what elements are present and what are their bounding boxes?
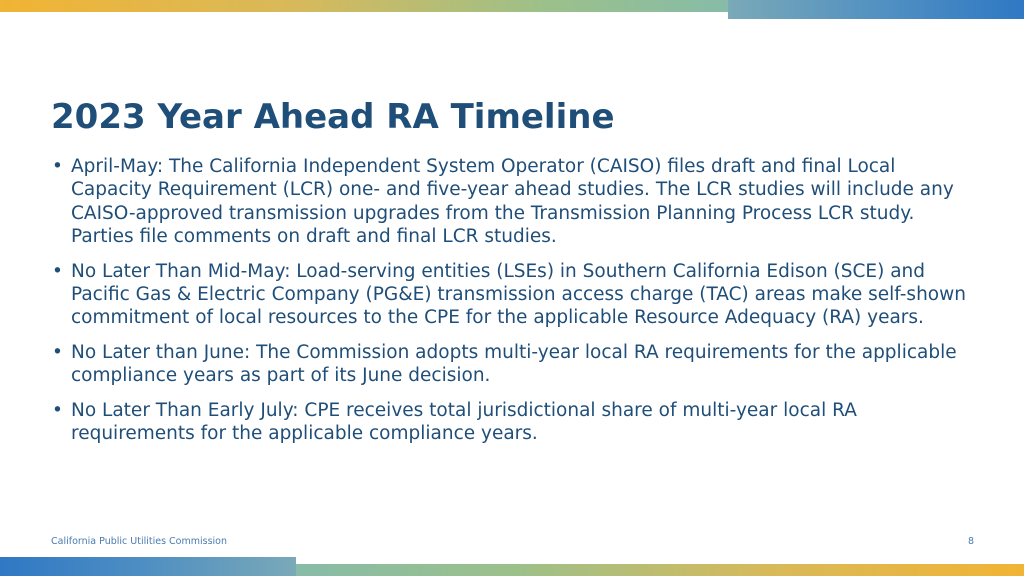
bullet-dot-icon: • xyxy=(52,341,63,363)
bullet-text: No Later Than Early July: CPE receives total jurisdictional share of multi-year local RA requirements for the applicable compliance years. xyxy=(71,399,857,445)
bullet-item xyxy=(52,260,972,330)
bullet-text: April-May: The California Independent System Operator (CAISO) files draft and final Local Capacity Requirement (LCR) one- and five-year ahead studies. The LCR studies will include any CAISO-approved transmission upgrades from the Transmission Planning Process LCR study. Parties file comments on draft and final LCR studies. xyxy=(71,156,954,248)
top-band-gradient-right xyxy=(728,0,1024,19)
footer-organization: California Public Utilities Commission xyxy=(51,536,228,547)
bullet-dot-icon: • xyxy=(52,260,63,282)
top-decorative-band xyxy=(0,0,1024,19)
bullet-item xyxy=(52,155,972,249)
slide-title: 2023 Year Ahead RA Timeline xyxy=(51,97,615,137)
top-band-gradient-left xyxy=(0,0,728,12)
bullet-list xyxy=(52,155,972,456)
bottom-band-gradient-left xyxy=(0,557,296,576)
bottom-band-gradient-right xyxy=(296,564,1024,576)
bullet-item xyxy=(52,341,972,388)
bullet-item xyxy=(52,399,972,446)
bottom-decorative-band xyxy=(0,557,1024,576)
bullet-text: No Later Than Mid-May: Load-serving entities (LSEs) in Southern California Edison (SCE) and Pacific Gas & Electric Company (PG&E) transmission access charge (TAC) areas make self-shown commitment of local resources to the CPE for the applicable Resource Adequacy (RA) years. xyxy=(71,260,966,329)
bullet-text: No Later than June: The Commission adopts multi-year local RA requirements for the applicable compliance years as part of its June decision. xyxy=(71,341,957,387)
bullet-dot-icon: • xyxy=(52,156,63,177)
bullet-dot-icon: • xyxy=(52,399,63,421)
page-number: 8 xyxy=(967,536,974,547)
